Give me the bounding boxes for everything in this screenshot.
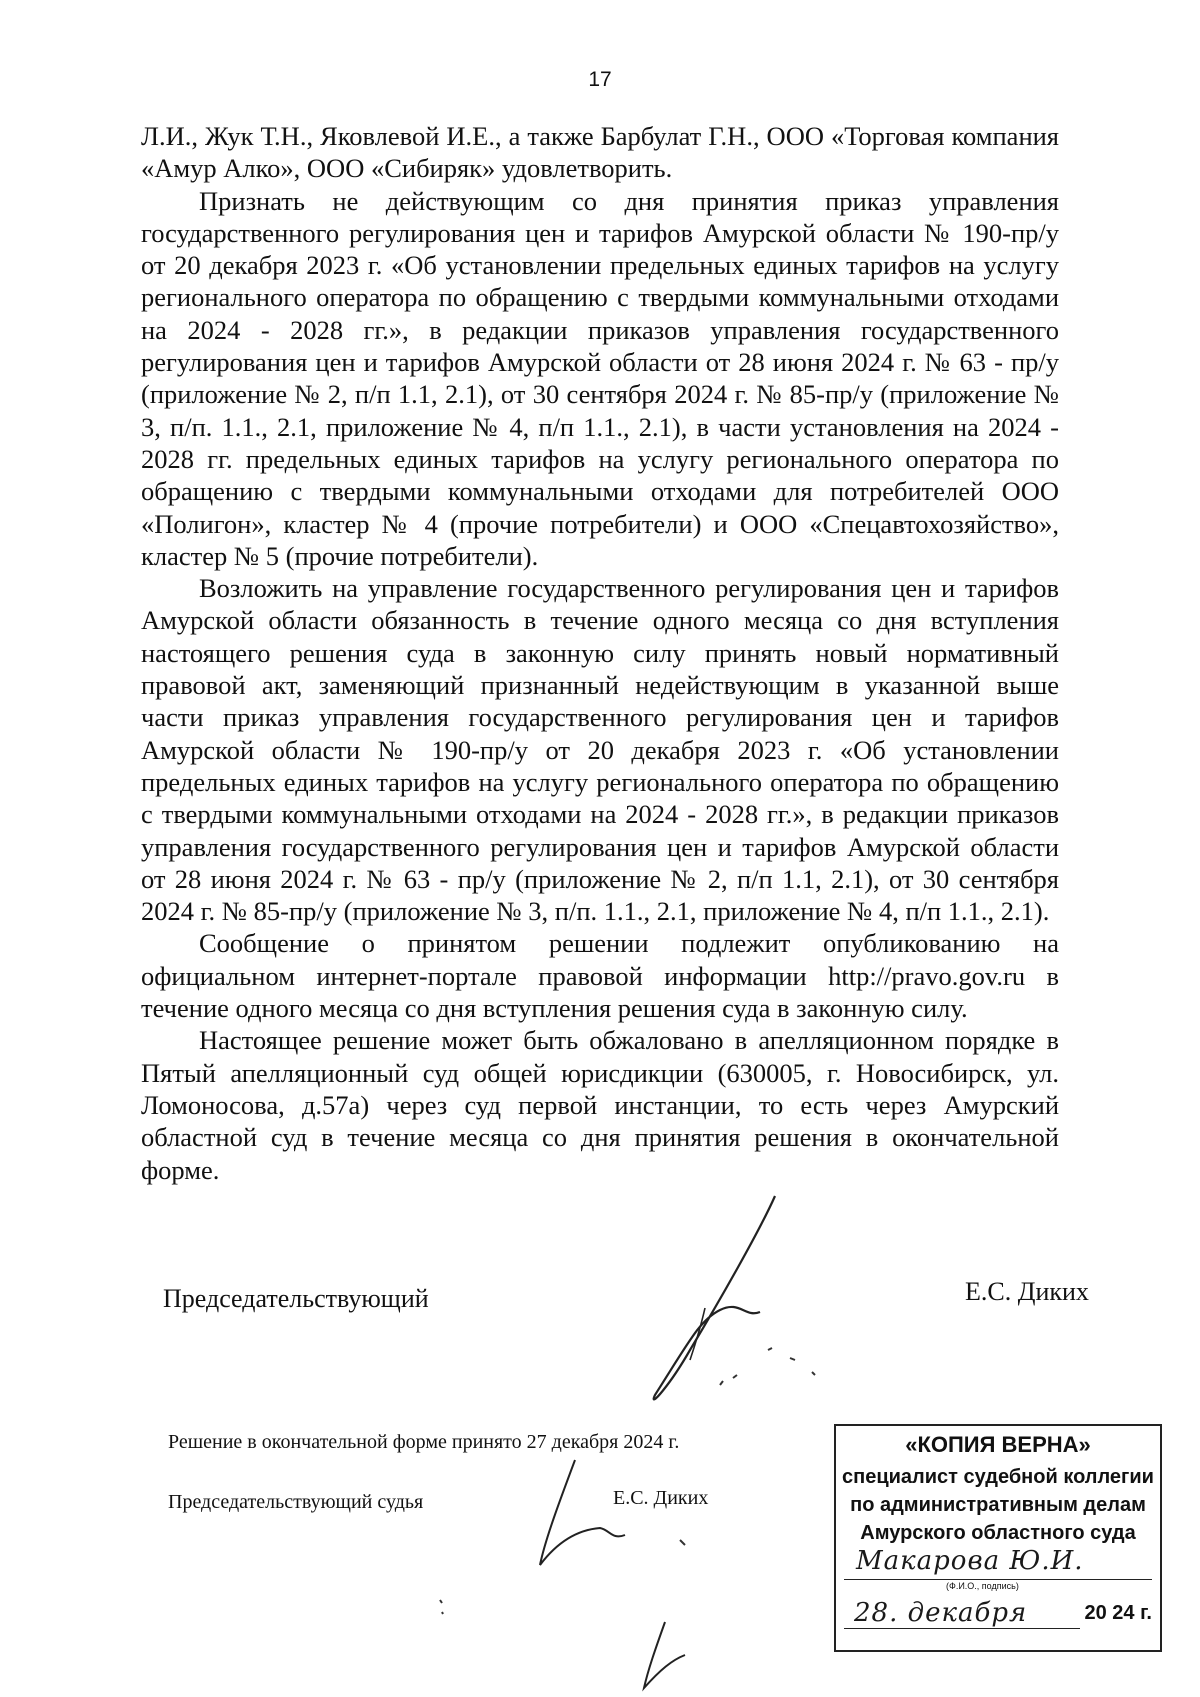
paragraph-appeal: Настоящее решение может быть обжаловано в апелляционном порядке в Пятый апелляционный суд общей юрисдикции (630005, г. Новосибирск, ул. Ломоносова, д.57а) через суд первой инстанции, то есть через Амурский областной суд в течение месяца со дня принятия решения в окончательной форме. xyxy=(141,1025,1059,1185)
signature-lower xyxy=(540,1460,625,1565)
stamp-handwritten-date: 28. декабря xyxy=(854,1598,1028,1628)
paragraph-continuation: Л.И., Жук Т.Н., Яковлевой И.Е., а также Барбулат Г.Н., ООО «Торговая компания «Амур Алко», ООО «Сибиряк» удовлетворить. xyxy=(141,121,1059,184)
stamp-year: 20 24 г. xyxy=(1084,1602,1152,1624)
stamp-line-court: Амурского областного суда xyxy=(860,1522,1136,1544)
final-form-note: Решение в окончательной форме принято 27 декабря 2024 г. xyxy=(168,1431,680,1453)
page-number: 17 xyxy=(588,68,612,91)
stamp-line-specialist: специалист судебной коллегии xyxy=(842,1466,1154,1488)
presiding-label: Председательствующий xyxy=(163,1284,429,1313)
signature-main xyxy=(654,1196,775,1399)
stamp-name-rule xyxy=(844,1579,1152,1580)
stamp-title: «КОПИЯ ВЕРНА» xyxy=(905,1432,1091,1457)
presiding-judge-name: Е.С. Диких xyxy=(613,1487,709,1509)
signature-bottom xyxy=(644,1622,685,1688)
copy-certified-stamp xyxy=(834,1424,1162,1652)
signature-main-tail xyxy=(690,1308,705,1360)
ink-specks xyxy=(440,1348,815,1614)
stamp-handwritten-name: Макарова Ю.И. xyxy=(856,1546,1084,1576)
stamp-line-college: по административным делам xyxy=(850,1494,1146,1516)
paragraph-obligation: Возложить на управление государственного регулирования цен и тарифов Амурской области обязанность в течение одного месяца со дня вступления настоящего решения суда в законную силу принять новый нормативный правовой акт, заменяющий признанный недействующим в указанной выше части приказ управления государственного регулирования цен и тарифов Амурской области № 190-пр/у от 20 декабря 2023 г. «Об установлении предельных единых тарифов на услугу регионального оператора по обращению с твердыми коммунальными отходами на 2024 - 2028 гг.», в редакции приказов управления государственного регулирования цен и тарифов Амурской области от 28 июня 2024 г. № 63 - пр/у (приложение № 2, п/п 1.1, 2.1), от 30 сентября 2024 г. № 85-пр/у (приложение № 3, п/п. 1.1., 2.1, приложение № 4, п/п 1.1., 2.1). xyxy=(141,573,1059,927)
paragraph-invalidation: Признать не действующим со дня принятия приказ управления государственного регулирования цен и тарифов Амурской области № 190-пр/у от 20 декабря 2023 г. «Об установлении предельных единых тарифов на услугу регионального оператора по обращению с твердыми коммунальными отходами на 2024 - 2028 гг.», в редакции приказов управления государственного регулирования цен и тарифов Амурской области от 28 июня 2024 г. № 63 - пр/у (приложение № 2, п/п 1.1, 2.1), от 30 сентября 2024 г. № 85-пр/у (приложение № 3, п/п. 1.1., 2.1, приложение № 4, п/п 1.1., 2.1), в части установления на 2024 - 2028 гг. предельных единых тарифов на услугу регионального оператора по обращению с твердыми коммунальными отходами для потребителей ООО «Полигон», кластер № 4 (прочие потребители) и ООО «Спецавтохозяйство», кластер № 5 (прочие потребители). xyxy=(141,185,1059,571)
stamp-date-rule xyxy=(844,1628,1080,1629)
stamp-caption: (Ф.И.О., подпись) xyxy=(946,1581,1019,1591)
presiding-judge-label: Председательствующий судья xyxy=(168,1491,424,1513)
presiding-name: Е.С. Диких xyxy=(965,1277,1089,1306)
paragraph-publication: Сообщение о принятом решении подлежит опубликованию на официальном интернет-портале правовой информации http://pravo.gov.ru в течение одного месяца со дня вступления решения суда в законную силу. xyxy=(141,928,1059,1024)
